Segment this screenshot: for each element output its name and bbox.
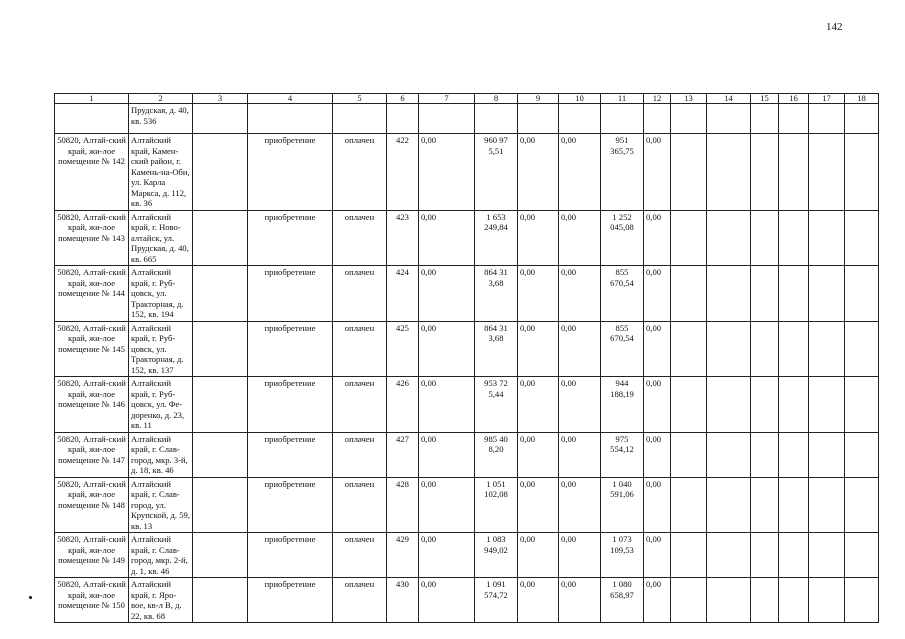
table-cell-col-11: 975 554,12 [601,432,644,477]
header-cell: 14 [707,94,751,104]
table-cell-col-11: 951 365,75 [601,134,644,211]
header-cell: 7 [419,94,475,104]
table-cell-col-8: 864 31 3,68 [475,321,518,377]
table-cell-col-4: приобретение [248,134,333,211]
table-cell-col-13 [671,134,707,211]
table-cell-col-8: 1 083 949,02 [475,533,518,578]
table-cell-col-16 [779,321,809,377]
table-cell-col-7: 0,00 [419,477,475,533]
header-cell: 9 [518,94,559,104]
table-cell-col-2: Алтайский край, г. Руб-цовск, ул. Тракторная, д. 152, кв. 194 [129,266,193,322]
table-row [55,266,879,322]
header-cell: 13 [671,94,707,104]
table-cell-col-2: Алтайский край, г. Слав-город, мкр. 2-й, д. 1, кв. 46 [129,533,193,578]
table-cell-col-13 [671,477,707,533]
table-cell-col-13 [671,377,707,433]
table-cell-col-4: приобретение [248,266,333,322]
table-cell-col-15 [751,210,779,266]
table-cell-col-14 [707,578,751,623]
table-cell-col-2: Алтайский край, г. Руб-цовск, ул. Фе-доренко, д. 23, кв. 11 [129,377,193,433]
table-cell-col-6: 427 [387,432,419,477]
header-cell: 10 [559,94,601,104]
table-cell-col-6: 426 [387,377,419,433]
table-cell-col-5: оплачен [333,134,387,211]
table-cell-col-7: 0,00 [419,134,475,211]
table-cell-col-7: 0,00 [419,533,475,578]
table-cell-col-12: 0,00 [644,477,671,533]
table-cell-col-11: 1 252 045,08 [601,210,644,266]
table-cell-col-13 [671,104,707,134]
table-cell-col-3 [193,266,248,322]
table-cell-col-17 [809,533,845,578]
table-cell-col-1: 50820, Алтай-ский край, жи-лое помещение № 143 [55,210,129,266]
table-cell-col-14 [707,477,751,533]
table-cell-col-7: 0,00 [419,432,475,477]
table-cell-col-13 [671,578,707,623]
table-cell-col-9: 0,00 [518,533,559,578]
table-cell-col-7: 0,00 [419,321,475,377]
table-cell-col-16 [779,266,809,322]
table-cell-col-16 [779,377,809,433]
table-cell-col-6: 422 [387,134,419,211]
table-cell-col-1: 50820, Алтай-ский край, жи-лое помещение № 145 [55,321,129,377]
table-row [55,134,879,211]
table-cell-col-11: 1 073 109,53 [601,533,644,578]
header-cell: 16 [779,94,809,104]
table-cell-col-3 [193,377,248,433]
table-cell-col-18 [845,266,879,322]
table-cell-col-5 [333,104,387,134]
table-cell-col-17 [809,321,845,377]
table-row [55,210,879,266]
table-cell-col-6: 423 [387,210,419,266]
header-cell: 11 [601,94,644,104]
table-cell-col-1: 50820, Алтай-ский край, жи-лое помещение № 146 [55,377,129,433]
table-cell-col-4: приобретение [248,210,333,266]
table-row [55,578,879,623]
header-cell: 4 [248,94,333,104]
table-cell-col-15 [751,377,779,433]
table-cell-col-1: 50820, Алтай-ский край, жи-лое помещение № 147 [55,432,129,477]
table-row [55,533,879,578]
table-cell-col-12: 0,00 [644,134,671,211]
table-cell-col-5: оплачен [333,578,387,623]
table-cell-col-1: 50820, Алтай-ский край, жи-лое помещение № 150 [55,578,129,623]
table-cell-col-15 [751,533,779,578]
table-cell-col-4: приобретение [248,578,333,623]
table-cell-col-9: 0,00 [518,578,559,623]
table-cell-col-14 [707,104,751,134]
table-cell-col-13 [671,210,707,266]
table-cell-col-10: 0,00 [559,321,601,377]
header-cell: 3 [193,94,248,104]
table-cell-col-9: 0,00 [518,266,559,322]
table-cell-col-17 [809,432,845,477]
table-cell-col-18 [845,210,879,266]
table-cell-col-6: 429 [387,533,419,578]
table-cell-col-12: 0,00 [644,377,671,433]
table-cell-col-6 [387,104,419,134]
table-cell-col-6: 425 [387,321,419,377]
table-cell-col-12: 0,00 [644,266,671,322]
table-cell-col-4: приобретение [248,377,333,433]
table-cell-col-14 [707,321,751,377]
table-cell-col-15 [751,432,779,477]
table-row [55,432,879,477]
table-cell-col-8: 1 653 249,84 [475,210,518,266]
header-cell: 15 [751,94,779,104]
table-cell-col-2: Алтайский край, Камен-ский район, г. Камень-на-Оби, ул. Карла Маркса, д. 112, кв. 36 [129,134,193,211]
table-cell-col-3 [193,134,248,211]
table-cell-col-12: 0,00 [644,321,671,377]
table-cell-col-3 [193,321,248,377]
table-cell-col-4: приобретение [248,477,333,533]
table-cell-col-16 [779,432,809,477]
table-cell-col-1: 50820, Алтай-ский край, жи-лое помещение № 144 [55,266,129,322]
table-cell-col-8 [475,104,518,134]
table-cell-col-12: 0,00 [644,432,671,477]
table-cell-col-16 [779,533,809,578]
table-cell-col-2: Алтайский край, г. Слав-город, ул. Крупской, д. 59, кв. 13 [129,477,193,533]
table-row [55,104,879,134]
table-cell-col-11: 944 188,19 [601,377,644,433]
table-cell-col-10: 0,00 [559,377,601,433]
table-cell-col-1 [55,104,129,134]
table-cell-col-5: оплачен [333,210,387,266]
scan-dot [29,596,32,599]
table-cell-col-17 [809,377,845,433]
table-cell-col-6: 430 [387,578,419,623]
header-cell: 2 [129,94,193,104]
table-row [55,477,879,533]
table-cell-col-3 [193,432,248,477]
table-cell-col-2: Алтайский край, г. Яро-вое, кв-л В, д. 22, кв. 68 [129,578,193,623]
table-cell-col-8: 864 31 3,68 [475,266,518,322]
table-cell-col-15 [751,477,779,533]
table-cell-col-2: Алтайский край, г. Слав-город, мкр. 3-й, д. 18, кв. 46 [129,432,193,477]
table-cell-col-18 [845,134,879,211]
table-cell-col-15 [751,321,779,377]
header-row [55,94,879,104]
table-cell-col-16 [779,104,809,134]
table-cell-col-10: 0,00 [559,266,601,322]
table-cell-col-15 [751,104,779,134]
table-cell-col-17 [809,104,845,134]
table-cell-col-12: 0,00 [644,533,671,578]
table-cell-col-13 [671,533,707,578]
table-cell-col-12: 0,00 [644,578,671,623]
table-cell-col-10: 0,00 [559,432,601,477]
table-cell-col-18 [845,104,879,134]
header-cell: 1 [55,94,129,104]
table-cell-col-4: приобретение [248,432,333,477]
table-cell-col-13 [671,321,707,377]
table-cell-col-3 [193,477,248,533]
table-cell-col-7: 0,00 [419,377,475,433]
table-cell-col-9: 0,00 [518,134,559,211]
table-cell-col-4: приобретение [248,321,333,377]
table-row [55,377,879,433]
table-cell-col-1: 50820, Алтай-ский край, жи-лое помещение № 142 [55,134,129,211]
table-cell-col-4 [248,104,333,134]
table-cell-col-14 [707,210,751,266]
table-cell-col-3 [193,578,248,623]
table-cell-col-15 [751,578,779,623]
table-cell-col-14 [707,266,751,322]
table-cell-col-11: 855 670,54 [601,266,644,322]
table-cell-col-10 [559,104,601,134]
table-cell-col-9: 0,00 [518,432,559,477]
table-cell-col-14 [707,377,751,433]
table-cell-col-18 [845,321,879,377]
table-cell-col-3 [193,210,248,266]
table-cell-col-14 [707,432,751,477]
table-cell-col-11: 1 080 658,97 [601,578,644,623]
table-cell-col-11 [601,104,644,134]
header-cell: 5 [333,94,387,104]
table-cell-col-11: 855 670,54 [601,321,644,377]
table-cell-col-13 [671,266,707,322]
table-cell-col-14 [707,134,751,211]
table-cell-col-2: Прудская, д. 40, кв. 536 [129,104,193,134]
table-cell-col-9 [518,104,559,134]
table-cell-col-18 [845,477,879,533]
table-cell-col-6: 428 [387,477,419,533]
header-cell: 6 [387,94,419,104]
table-cell-col-5: оплачен [333,377,387,433]
table-cell-col-9: 0,00 [518,321,559,377]
table-cell-col-9: 0,00 [518,210,559,266]
table-row [55,321,879,377]
table-cell-col-11: 1 040 591,06 [601,477,644,533]
table-cell-col-5: оплачен [333,533,387,578]
table-cell-col-7 [419,104,475,134]
table-cell-col-10: 0,00 [559,134,601,211]
table-cell-col-1: 50820, Алтай-ский край, жи-лое помещение № 148 [55,477,129,533]
table-cell-col-17 [809,134,845,211]
table-cell-col-10: 0,00 [559,533,601,578]
table-cell-col-8: 960 97 5,51 [475,134,518,211]
header-cell: 18 [845,94,879,104]
table-cell-col-14 [707,533,751,578]
page-number: 142 [826,21,843,33]
table-cell-col-12: 0,00 [644,210,671,266]
table-cell-col-5: оплачен [333,432,387,477]
table-cell-col-6: 424 [387,266,419,322]
header-cell: 8 [475,94,518,104]
table-cell-col-16 [779,477,809,533]
table-cell-col-5: оплачен [333,266,387,322]
table-cell-col-2: Алтайский край, г. Ново-алтайск, ул. Прудская, д. 40, кв. 665 [129,210,193,266]
table-cell-col-16 [779,578,809,623]
table-cell-col-15 [751,134,779,211]
table-cell-col-5: оплачен [333,477,387,533]
table-cell-col-7: 0,00 [419,210,475,266]
table-cell-col-17 [809,210,845,266]
table-cell-col-10: 0,00 [559,477,601,533]
table-cell-col-16 [779,134,809,211]
table-cell-col-8: 1 051 102,08 [475,477,518,533]
table-cell-col-17 [809,266,845,322]
table-cell-col-7: 0,00 [419,578,475,623]
table-cell-col-8: 953 72 5,44 [475,377,518,433]
table-cell-col-8: 1 091 574,72 [475,578,518,623]
table-cell-col-18 [845,377,879,433]
register-table [54,93,879,623]
table-cell-col-5: оплачен [333,321,387,377]
table-cell-col-3 [193,104,248,134]
table-cell-col-9: 0,00 [518,477,559,533]
table-cell-col-2: Алтайский край, г. Руб-цовск, ул. Тракторная, д. 152, кв. 137 [129,321,193,377]
table-cell-col-17 [809,578,845,623]
table-cell-col-9: 0,00 [518,377,559,433]
table-cell-col-16 [779,210,809,266]
table-cell-col-12 [644,104,671,134]
table-cell-col-4: приобретение [248,533,333,578]
header-cell: 12 [644,94,671,104]
table-cell-col-8: 985 40 8,20 [475,432,518,477]
table-cell-col-10: 0,00 [559,210,601,266]
table-cell-col-7: 0,00 [419,266,475,322]
table-cell-col-18 [845,432,879,477]
table-cell-col-17 [809,477,845,533]
table-cell-col-18 [845,578,879,623]
table-cell-col-10: 0,00 [559,578,601,623]
table-cell-col-13 [671,432,707,477]
table-cell-col-18 [845,533,879,578]
header-cell: 17 [809,94,845,104]
table-cell-col-3 [193,533,248,578]
table-cell-col-15 [751,266,779,322]
table-cell-col-1: 50820, Алтай-ский край, жи-лое помещение № 149 [55,533,129,578]
